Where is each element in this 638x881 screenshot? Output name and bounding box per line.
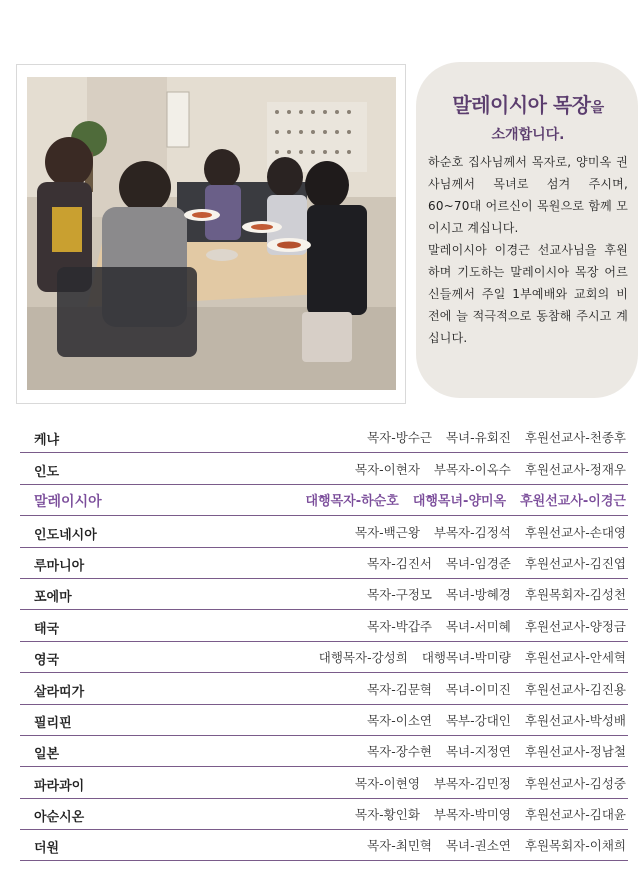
missionary: 후원선교사-김진엽 [524, 555, 626, 571]
staff-list [341, 805, 626, 823]
mokjang-list [20, 422, 628, 861]
missionary: 후원선교사-양정금 [524, 618, 626, 634]
list-row [20, 610, 628, 641]
country-name: 포에마 [34, 590, 72, 606]
missionary: 후원목회자-김성천 [524, 587, 626, 603]
intro-box [416, 62, 638, 398]
leader: 목자-최민혁 [367, 838, 432, 854]
list-row [20, 516, 628, 547]
country-name: 말레이시아 [34, 494, 102, 511]
missionary: 후원선교사-김성중 [524, 775, 626, 791]
country-name: 인도 [34, 464, 60, 480]
country-name: 필리핀 [34, 715, 72, 731]
list-row [20, 736, 628, 767]
country-name: 영국 [34, 653, 60, 669]
co-leader: 부목자-박미영 [433, 807, 511, 823]
intro-title-suffix: 을 [590, 100, 604, 116]
country-name: 일본 [34, 747, 60, 763]
missionary: 후원선교사-김진용 [524, 681, 626, 697]
missionary: 후원선교사-김대윤 [524, 807, 626, 823]
co-leader: 목녀-서미혜 [445, 618, 511, 634]
country-name: 케냐 [34, 433, 60, 449]
staff-list [353, 711, 626, 729]
missionary: 후원선교사-손대영 [524, 524, 626, 540]
co-leader: 부목자-이옥수 [433, 461, 511, 477]
staff-list [353, 428, 626, 446]
staff-list [305, 648, 626, 666]
photo-frame [16, 64, 406, 404]
list-row [20, 642, 628, 673]
list-row [20, 673, 628, 704]
leader: 목자-백근왕 [355, 524, 420, 540]
co-leader: 목녀-방혜경 [445, 587, 511, 603]
leader: 목자-장수현 [367, 744, 432, 760]
missionary: 후원선교사-정남철 [524, 744, 626, 760]
leader: 목자-김문혁 [367, 681, 432, 697]
staff-list [353, 836, 626, 854]
country-name: 루마니아 [34, 558, 85, 574]
missionary: 후원목회자-이채희 [524, 838, 626, 854]
list-row [20, 579, 628, 610]
country-name: 더원 [34, 841, 60, 857]
co-leader: 목녀-임경준 [445, 555, 511, 571]
list-row [20, 799, 628, 830]
leader: 목자-황인화 [355, 807, 420, 823]
intro-body [428, 151, 628, 349]
staff-list [353, 585, 626, 603]
country-name: 태국 [34, 621, 60, 637]
list-row [20, 548, 628, 579]
staff-list [341, 774, 626, 792]
leader: 대행목자-하순호 [305, 494, 399, 510]
staff-list [353, 742, 626, 760]
staff-list [341, 460, 626, 478]
leader: 목자-구정모 [367, 587, 432, 603]
country-name: 파라과이 [34, 778, 85, 794]
co-leader: 대행목녀-양미옥 [412, 494, 507, 510]
missionary: 후원선교사-정재우 [524, 461, 626, 477]
intro-subtitle: 소개합니다. [491, 127, 565, 143]
list-row [20, 705, 628, 736]
co-leader: 부목자-김정석 [433, 524, 511, 540]
list-row-highlight [20, 485, 628, 516]
country-name: 살라띠가 [34, 684, 85, 700]
co-leader: 목녀-권소연 [445, 838, 511, 854]
staff-list [353, 617, 626, 635]
co-leader: 부목자-김민정 [433, 775, 511, 791]
intro-paragraph-2: 말레이시아 이경근 선교사님을 후원하며 기도하는 말레이시아 목장 어르신들께서 주일 1부예배와 교회의 비전에 늘 적극적으로 동참해 주시고 계십니다. [428, 243, 628, 345]
list-row [20, 453, 628, 484]
staff-list [292, 490, 627, 509]
list-row [20, 767, 628, 798]
co-leader: 목부-강대인 [445, 712, 511, 728]
intro-title [428, 92, 628, 121]
list-row [20, 422, 628, 453]
list-row [20, 830, 628, 861]
leader: 목자-이소연 [367, 712, 432, 728]
missionary: 후원선교사-박성배 [524, 712, 626, 728]
staff-list [353, 554, 626, 572]
leader: 대행목자-강성희 [318, 650, 408, 666]
co-leader: 목녀-유회진 [445, 430, 511, 446]
leader: 목자-방수근 [367, 430, 432, 446]
intro-paragraph-1: 하순호 집사님께서 목자로, 양미옥 권사님께서 목녀로 섬겨 주시며, 60~70대 어르신이 목원으로 함께 모이시고 계십니다. [428, 155, 628, 235]
co-leader: 대행목녀-박미량 [421, 650, 511, 666]
country-name: 인도네시아 [34, 527, 97, 543]
co-leader: 목녀-지정연 [445, 744, 511, 760]
missionary: 후원선교사-이경근 [520, 494, 626, 510]
group-meal-photo [27, 77, 396, 390]
missionary: 후원선교사-천종후 [524, 430, 626, 446]
staff-list [341, 523, 626, 541]
leader: 목자-박갑주 [367, 618, 432, 634]
staff-list [353, 680, 626, 698]
leader: 목자-이현영 [355, 775, 420, 791]
leader: 목자-이현자 [355, 461, 420, 477]
intro-title-main: 말레이시아 목장 [452, 93, 591, 117]
leader: 목자-김진서 [367, 555, 432, 571]
group-photo [27, 77, 396, 390]
missionary: 후원선교사-안세혁 [524, 650, 626, 666]
co-leader: 목녀-이미진 [445, 681, 511, 697]
country-name: 아순시온 [34, 810, 85, 826]
